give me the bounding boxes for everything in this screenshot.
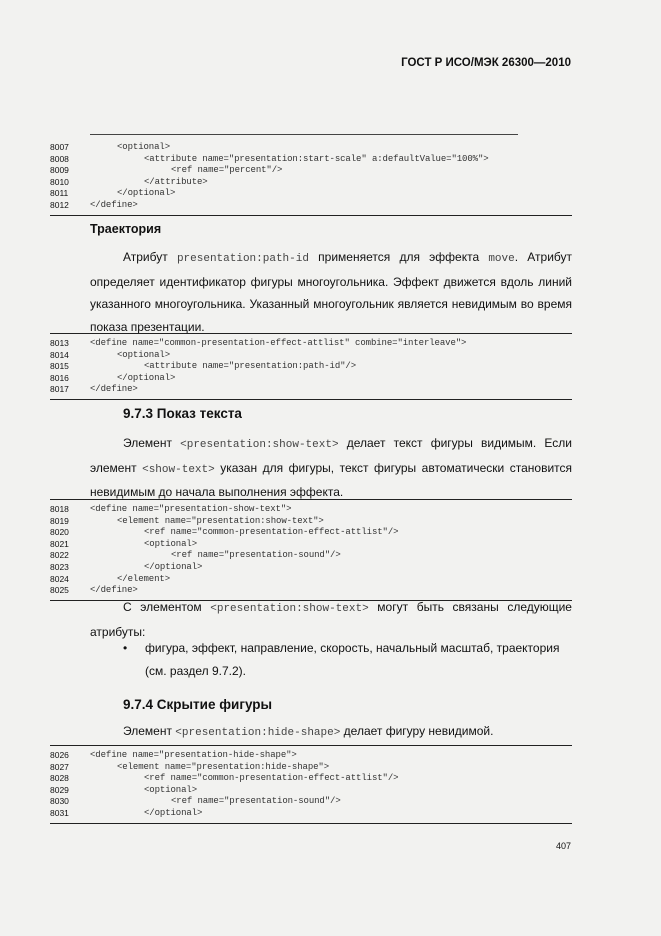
code-line: 8019 <element name="presentation:show-text"> (50, 515, 324, 526)
code-block-top-rule (90, 134, 518, 135)
code-block-1 (50, 138, 572, 216)
code-line: 8012 </define> (50, 199, 138, 210)
code-block-4 (50, 745, 572, 824)
code-line: 8014 <optional> (50, 349, 171, 360)
code-line: 8016 </optional> (50, 372, 176, 383)
section-heading-show-text: 9.7.3 Показ текста (123, 406, 242, 421)
code-line: 8011 </optional> (50, 188, 176, 199)
code-block-3 (50, 499, 572, 601)
section-heading-path: Траектория (90, 222, 162, 236)
page-number: 407 (556, 841, 572, 851)
document-header: ГОСТ Р ИСО/МЭК 26300—2010 (401, 57, 571, 69)
code-line: 8024 </element> (50, 573, 171, 584)
code-line: 8030 <ref name="presentation-sound"/> (50, 796, 341, 807)
code-line: 8028 <ref name="common-presentation-effect-attlist"/> (50, 773, 399, 784)
attribute-list (90, 637, 572, 682)
code-line: 8017 </define> (50, 384, 138, 395)
code-line: 8026 <define name="presentation-hide-shape"> (50, 750, 297, 760)
code-line: 8023 </optional> (50, 561, 203, 572)
code-line: 8009 <ref name="percent"/> (50, 165, 283, 176)
code-line: 8027 <element name="presentation:hide-shape"> (50, 761, 330, 772)
code-line: 8015 <attribute name="presentation:path-id"/> (50, 361, 357, 372)
code-line: 8007 <optional> (50, 142, 171, 152)
code-line: 8029 <optional> (50, 784, 198, 795)
code-line: 8010 </attribute> (50, 176, 208, 187)
paragraph-hide-shape: Элемент <presentation:hide-shape> делает фигуру невидимой. (123, 724, 494, 739)
code-line: 8021 <optional> (50, 538, 198, 549)
code-line: 8008 <attribute name="presentation:start-scale" a:defaultValue="100%"> (50, 153, 489, 164)
paragraph-attributes: С элементом <presentation:show-text> могут быть связаны следующие атрибуты: (90, 600, 572, 639)
code-line: 8018 <define name="presentation-show-text"> (50, 504, 292, 514)
code-line: 8031 </optional> (50, 807, 203, 818)
code-line: 8013 <define name="common-presentation-effect-attlist" combine="interleave"> (50, 338, 467, 348)
section-heading-hide-shape: 9.7.4 Скрытие фигуры (123, 697, 273, 712)
list-item: • фигура, эффект, направление, скорость, начальный масштаб, траектория (см. раздел 9.7.2). (90, 637, 572, 682)
code-line: 8022 <ref name="presentation-sound"/> (50, 550, 341, 561)
bullet-marker: • (123, 641, 128, 655)
code-line: 8025 </define> (50, 585, 138, 596)
paragraph-show-text: Элемент <presentation:show-text> делает текст фигуры видимым. Если элемент <show-text> указан для фигуры, текст фигуры автоматически становится невидимым до начала выполнения эффекта. (90, 436, 573, 499)
code-line: 8020 <ref name="common-presentation-effect-attlist"/> (50, 527, 399, 538)
paragraph-path: Атрибут presentation:path-id применяется для эффекта move. Атрибут определяет идентификатор фигуры многоугольника. Эффект движется вдоль линий указанного многоугольника. Указанный многоугольник является невидимым во время показа презентации. (90, 250, 572, 334)
code-block-2 (50, 333, 572, 400)
